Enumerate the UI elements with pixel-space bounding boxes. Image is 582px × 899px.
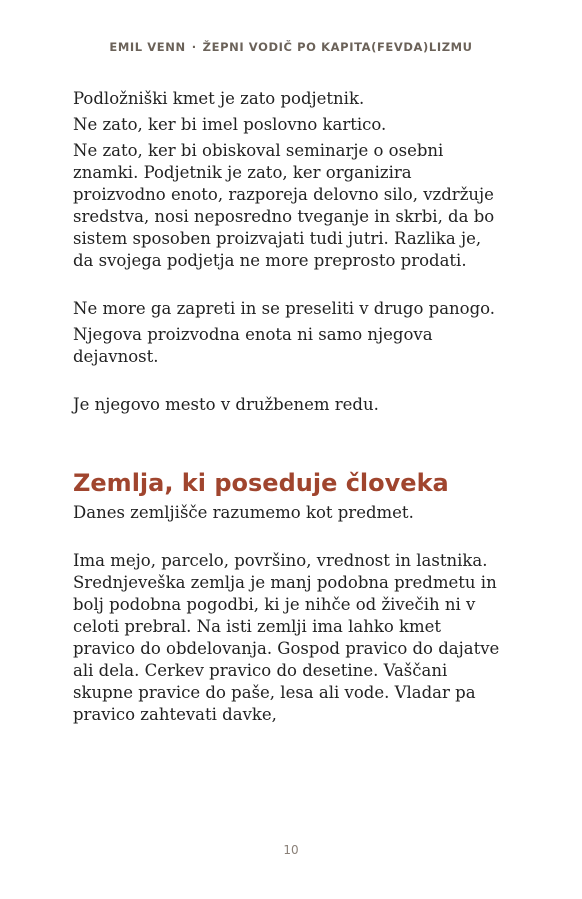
paragraph: Ne zato, ker bi obiskoval seminarje o osebni znamki. Podjetnik je zato, ker organizira proizvodno enoto, razporeja delovno silo, vzdržuje sredstva, nosi neposredno tveganje in skrbi, da bo sistem sposoben proizvajati tudi jutri. Razlika je, da svojega podjetja ne more preprosto prodati. [73, 141, 495, 270]
section-title: Zemlja, ki poseduje človeka [73, 469, 449, 497]
paragraph: Ima mejo, parcelo, površino, vrednost in lastnika. Srednjeveška zemlja je manj podobna predmetu in bolj podobna pogodbi, ki je nihče od živečih ni v celoti prebral. Na isti zemlji ima lahko kmet pravico do obdelovanja. Gospod pravico do dajatve ali dela. Cerkev pravico do desetine. Vaščani skupne pravice do paše, lesa ali vode. Vladar pa pravico zahtevati davke, [73, 551, 500, 724]
paragraph-spacer [73, 528, 503, 550]
running-header [0, 40, 582, 54]
paragraph: Danes zemljišče razumemo kot predmet. [73, 503, 414, 522]
paragraph: Ne zato, ker bi imel poslovno kartico. [73, 115, 387, 134]
paragraph: Je njegovo mesto v družbenem redu. [73, 395, 379, 414]
header-author: EMIL VENN [109, 40, 186, 54]
paragraph: Ne more ga zapreti in se preseliti v drugo panogo. [73, 299, 496, 318]
header-separator: · [191, 40, 197, 54]
paragraph-spacer [73, 276, 503, 298]
paragraph: Njegova proizvodna enota ni samo njegova dejavnost. [73, 325, 433, 366]
section-spacer [73, 420, 503, 468]
page-number: 10 [283, 843, 299, 857]
header-book-title: ŽEPNI VODIČ PO KAPITA(FEVDA)LIZMU [202, 40, 473, 54]
paragraph-spacer [73, 372, 503, 394]
paragraph: Podložniški kmet je zato podjetnik. [73, 89, 365, 108]
page-body [73, 88, 503, 730]
